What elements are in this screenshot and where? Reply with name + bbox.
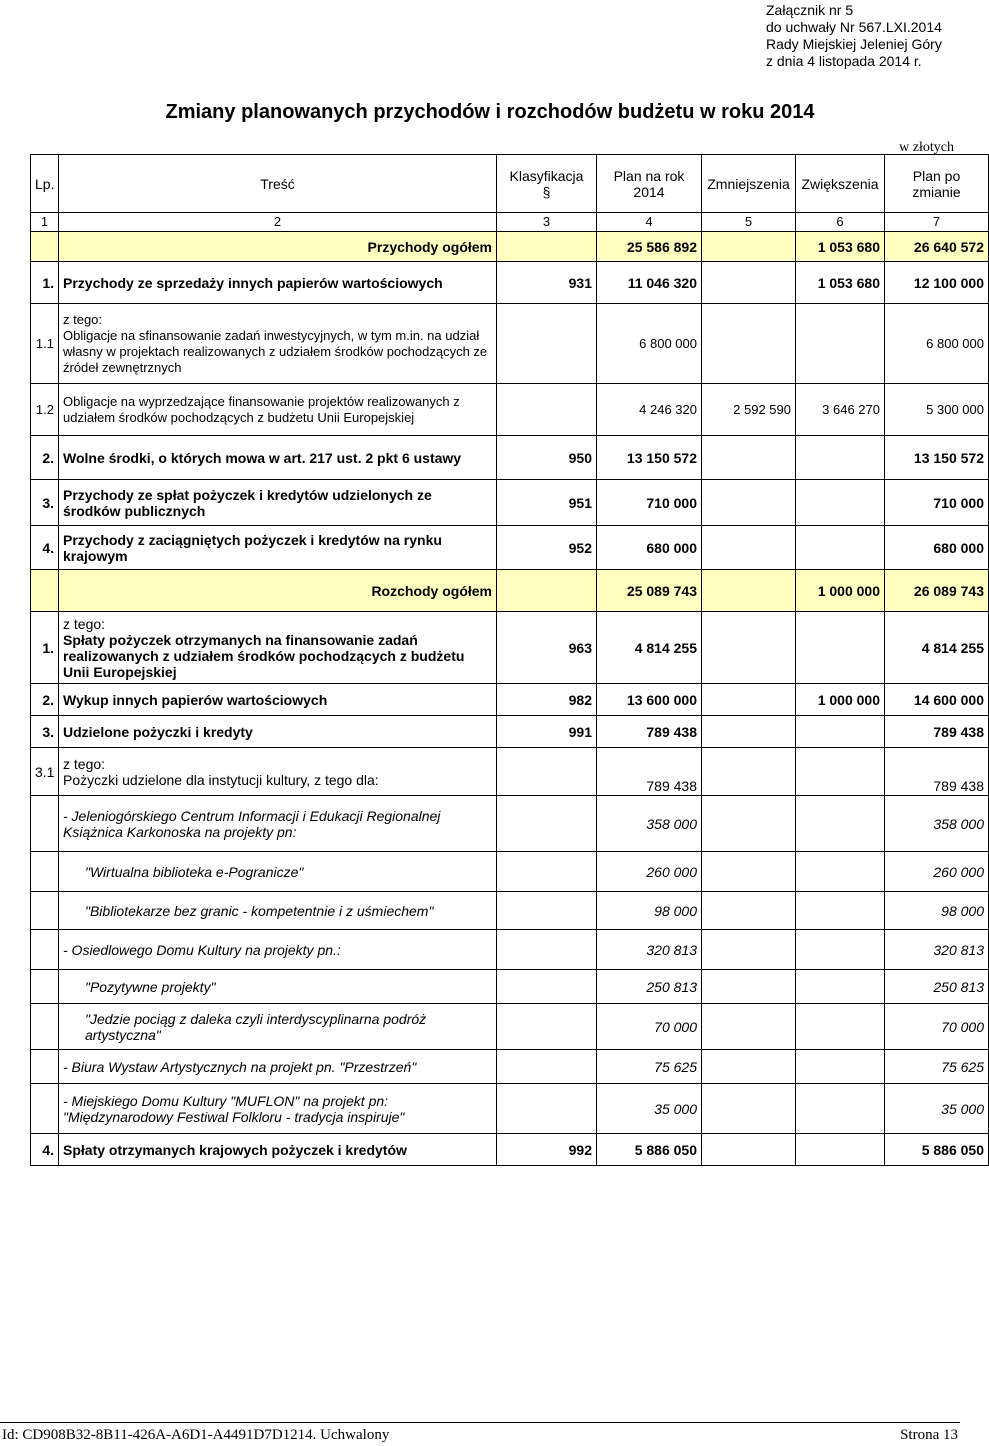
plan-value: 98 000 (597, 892, 702, 930)
po-value: 6 800 000 (885, 304, 989, 384)
plan-value: 710 000 (597, 480, 702, 526)
przychody-total-row (31, 232, 989, 262)
header-klas-label: Klasyfikacja (509, 167, 584, 184)
po-value: 26 640 572 (885, 232, 989, 262)
header-lp: Lp. (31, 155, 59, 213)
col-num: 2 (59, 213, 497, 232)
po-value: 260 000 (885, 852, 989, 892)
row-text: Obligacje na wyprzedzające finansowanie projektów realizowanych z udziałem środków pochodzących z budżetu Unii Europejskiej (59, 384, 497, 436)
col-num: 5 (702, 213, 796, 232)
plan-value: 320 813 (597, 930, 702, 970)
rozchody-total-label: Rozchody ogółem (59, 570, 497, 612)
row-text-cell (59, 304, 497, 384)
table-row (31, 612, 989, 684)
table-row (31, 526, 989, 570)
page-footer (0, 1422, 960, 1446)
row-klas: 992 (497, 1134, 597, 1166)
po-value: 13 150 572 (885, 436, 989, 480)
table-row (31, 748, 989, 796)
row-text: Obligacje na sfinansowanie zadań inwestycyjnych, w tym m.in. na udział własny w projektach realizowanych z udziałem środków pochodzących ze źródeł zewnętrznych (63, 327, 488, 375)
po-value: 14 600 000 (885, 684, 989, 716)
zwi-value: 1 000 000 (796, 684, 885, 716)
table-row (31, 930, 989, 970)
po-value: 358 000 (885, 796, 989, 852)
row-text: Przychody ze sprzedaży innych papierów wartościowych (59, 262, 497, 304)
row-text: "Jedzie pociąg z daleka czyli interdyscyplinarna podróż artystyczna" (59, 1004, 497, 1050)
z-tego-label: z tego: (63, 755, 106, 772)
row-text: Wykup innych papierów wartościowych (59, 684, 497, 716)
row-text: - Osiedlowego Domu Kultury na projekty pn.: (59, 930, 497, 970)
row-text: Udzielone pożyczki i kredyty (59, 716, 497, 748)
row-klas: 931 (497, 262, 597, 304)
table-row (31, 796, 989, 852)
table-row (31, 480, 989, 526)
table-row (31, 1004, 989, 1050)
plan-value: 250 813 (597, 970, 702, 1004)
plan-value: 680 000 (597, 526, 702, 570)
header-plan-po-zmianie: Plan po zmianie (885, 155, 989, 213)
po-value: 320 813 (885, 930, 989, 970)
row-lp: 1.2 (31, 384, 59, 436)
row-text: Spłaty pożyczek otrzymanych na finansowanie zadań realizowanych z udziałem środków pochodzących z budżetu Unii Europejskiej (63, 631, 465, 680)
row-lp: 2. (31, 436, 59, 480)
po-value: 710 000 (885, 480, 989, 526)
po-value: 680 000 (885, 526, 989, 570)
col-num: 6 (796, 213, 885, 232)
plan-value: 5 886 050 (597, 1134, 702, 1166)
table-row (31, 1134, 989, 1166)
row-text: Pożyczki udzielone dla instytucji kultury, z tego dla: (63, 771, 379, 788)
z-tego-label: z tego: (63, 615, 106, 632)
col-num: 7 (885, 213, 989, 232)
document-title: Zmiany planowanych przychodów i rozchodów budżetu w roku 2014 (165, 101, 815, 123)
plan-value: 25 089 743 (597, 570, 702, 612)
zmn-value: 2 592 590 (702, 384, 796, 436)
attachment-line: z dnia 4 listopada 2014 r. (766, 53, 922, 69)
row-klas: 991 (497, 716, 597, 748)
header-tresc: Treść (59, 155, 497, 213)
header-klasyfikacja (497, 155, 597, 213)
po-value: 75 625 (885, 1050, 989, 1084)
row-text: Spłaty otrzymanych krajowych pożyczek i kredytów (59, 1134, 497, 1166)
header-row (31, 155, 989, 213)
row-klas: 951 (497, 480, 597, 526)
plan-value: 13 150 572 (597, 436, 702, 480)
plan-value: 6 800 000 (597, 304, 702, 384)
attachment-line: do uchwały Nr 567.LXI.2014 (766, 19, 942, 35)
row-lp: 3. (31, 480, 59, 526)
plan-value: 358 000 (597, 796, 702, 852)
plan-value: 13 600 000 (597, 684, 702, 716)
plan-value: 35 000 (597, 1084, 702, 1134)
table-row (31, 852, 989, 892)
row-lp: 2. (31, 684, 59, 716)
zwi-value: 3 646 270 (796, 384, 885, 436)
attachment-note (766, 2, 942, 70)
rozchody-total-row (31, 570, 989, 612)
table-row (31, 262, 989, 304)
row-lp: 1. (31, 612, 59, 684)
table-row (31, 384, 989, 436)
row-lp: 1. (31, 262, 59, 304)
budget-table (30, 154, 989, 1166)
header-zmniejszenia: Zmniejszenia (702, 155, 796, 213)
page-number: Strona 13 (900, 1427, 958, 1443)
po-value: 250 813 (885, 970, 989, 1004)
po-value: 35 000 (885, 1084, 989, 1134)
row-klas: 963 (497, 612, 597, 684)
po-value: 5 300 000 (885, 384, 989, 436)
row-text: "Pozytywne projekty" (59, 970, 497, 1004)
table-row (31, 1084, 989, 1134)
row-text-cell (59, 748, 497, 796)
zwi-value: 1 053 680 (796, 232, 885, 262)
row-lp: 4. (31, 526, 59, 570)
row-text: Przychody z zaciągniętych pożyczek i kredytów na rynku krajowym (59, 526, 497, 570)
table-row (31, 1050, 989, 1084)
plan-value: 789 438 (597, 748, 702, 796)
row-text: "Wirtualna biblioteka e-Pogranicze" (59, 852, 497, 892)
plan-value: 25 586 892 (597, 232, 702, 262)
przychody-total-label: Przychody ogółem (59, 232, 497, 262)
table-row (31, 684, 989, 716)
zwi-value: 1 000 000 (796, 570, 885, 612)
po-value: 12 100 000 (885, 262, 989, 304)
table-row (31, 716, 989, 748)
po-value: 98 000 (885, 892, 989, 930)
row-text: Wolne środki, o których mowa w art. 217 ust. 2 pkt 6 ustawy (59, 436, 497, 480)
row-klas: 950 (497, 436, 597, 480)
row-text-cell (59, 612, 497, 684)
row-lp: 1.1 (31, 304, 59, 384)
attachment-line: Załącznik nr 5 (766, 2, 854, 18)
paragraph-mark: § (542, 183, 551, 200)
po-value: 26 089 743 (885, 570, 989, 612)
plan-value: 75 625 (597, 1050, 702, 1084)
unit-label: w złotych (899, 140, 954, 155)
plan-value: 260 000 (597, 852, 702, 892)
column-numbers-row (31, 213, 989, 232)
plan-value: 4 246 320 (597, 384, 702, 436)
po-value: 4 814 255 (885, 612, 989, 684)
table-row (31, 436, 989, 480)
plan-value: 789 438 (597, 716, 702, 748)
zwi-value: 1 053 680 (796, 262, 885, 304)
po-value: 789 438 (885, 748, 989, 796)
table-row (31, 970, 989, 1004)
row-text: Przychody ze spłat pożyczek i kredytów udzielonych ze środków publicznych (59, 480, 497, 526)
po-value: 70 000 (885, 1004, 989, 1050)
row-text: "Bibliotekarze bez granic - kompetentnie i z uśmiechem" (59, 892, 497, 930)
header-plan: Plan na rok 2014 (597, 155, 702, 213)
col-num: 3 (497, 213, 597, 232)
row-lp: 3.1 (31, 748, 59, 796)
table-row (31, 304, 989, 384)
z-tego-label: z tego: (63, 311, 103, 327)
attachment-line: Rady Miejskiej Jeleniej Góry (766, 36, 942, 52)
po-value: 789 438 (885, 716, 989, 748)
row-klas: 952 (497, 526, 597, 570)
plan-value: 4 814 255 (597, 612, 702, 684)
col-num: 4 (597, 213, 702, 232)
header-zwiekszenia: Zwiększenia (796, 155, 885, 213)
row-text: - Miejskiego Domu Kultury "MUFLON" na projekt pn: "Międzynarodowy Festiwal Folkloru - tradycja inspiruje" (59, 1084, 497, 1134)
po-value: 5 886 050 (885, 1134, 989, 1166)
plan-value: 11 046 320 (597, 262, 702, 304)
document-id: Id: CD908B32-8B11-426A-A6D1-A4491D7D1214. Uchwalony (2, 1427, 390, 1443)
row-klas: 982 (497, 684, 597, 716)
col-num: 1 (31, 213, 59, 232)
plan-value: 70 000 (597, 1004, 702, 1050)
row-text: - Biura Wystaw Artystycznych na projekt pn. "Przestrzeń" (59, 1050, 497, 1084)
row-lp: 3. (31, 716, 59, 748)
table-row (31, 892, 989, 930)
row-lp: 4. (31, 1134, 59, 1166)
row-text: - Jeleniogórskiego Centrum Informacji i Edukacji Regionalnej Książnica Karkonoska na projekty pn: (59, 796, 497, 852)
